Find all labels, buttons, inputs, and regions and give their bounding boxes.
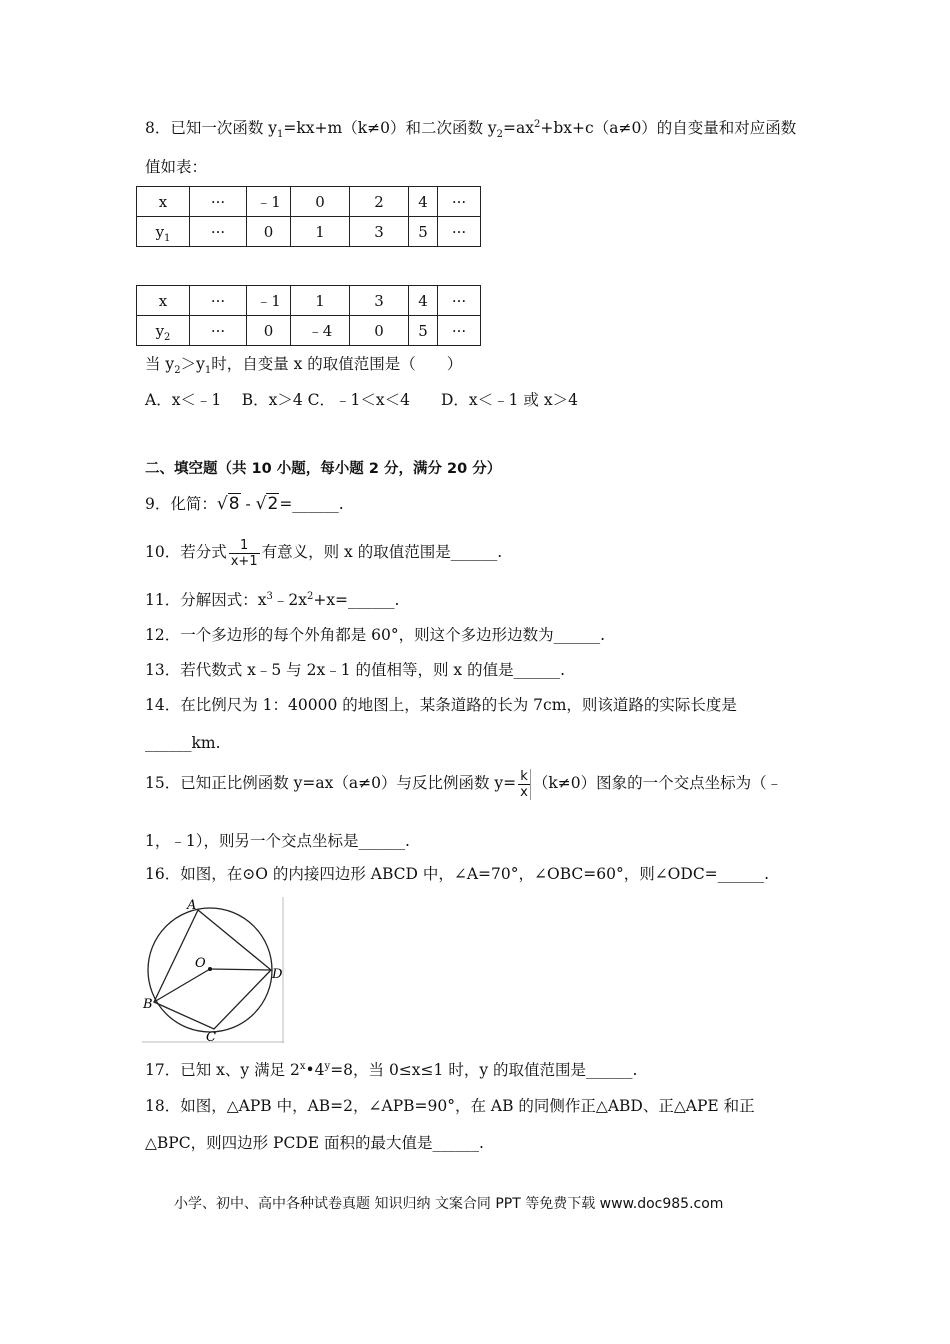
fraction: $\frac{k}{x}$ bbox=[518, 769, 531, 800]
table-cell: ﹣1 bbox=[247, 187, 291, 217]
section-heading: 二、填空题（共 10 小题，每小题 2 分，满分 20 分） bbox=[145, 461, 502, 477]
q16: 16．如图，在⊙O 的内接四边形 ABCD 中，∠A=70°，∠OBC=60°，则∠ODC=______. bbox=[145, 865, 770, 883]
q8-line2: 值如表： bbox=[145, 158, 208, 176]
fraction: $\frac{1}{x+1}$ bbox=[230, 537, 258, 569]
table-cell: 0 bbox=[291, 187, 350, 217]
label-b: B bbox=[143, 997, 153, 1012]
label-d: D bbox=[272, 967, 283, 982]
q14-line2: ______km. bbox=[145, 734, 221, 752]
table-cell: ﹣1 bbox=[247, 286, 291, 316]
table-row bbox=[137, 187, 481, 217]
q14-line1: 14．在比例尺为 1：40000 的地图上，某条道路的长为 7cm，则该道路的实际长度是 bbox=[145, 696, 737, 714]
table-cell: 1 bbox=[291, 286, 350, 316]
q13: 13．若代数式 x﹣5 与 2x﹣1 的值相等，则 x 的值是______. bbox=[145, 661, 566, 679]
table-cell: 4 bbox=[409, 286, 438, 316]
table-cell: 4 bbox=[409, 187, 438, 217]
value-table-y2 bbox=[136, 285, 481, 346]
table-cell: ··· bbox=[190, 187, 247, 217]
table-cell: 0 bbox=[247, 316, 291, 346]
label-o: O bbox=[195, 956, 206, 971]
q15-line1: 15．已知正比例函数 y=ax（a≠0）与反比例函数 y= $\frac{k}{x}$ （k≠0）图象的一个交点坐标为（﹣ bbox=[145, 768, 783, 800]
table-row bbox=[137, 316, 481, 346]
table-cell: ··· bbox=[438, 217, 481, 247]
table-cell: 3 bbox=[350, 217, 409, 247]
table-cell: ﹣4 bbox=[291, 316, 350, 346]
q8-question: 当 $y_2>y_1$时，自变量 x 的取值范围是（ ） bbox=[145, 355, 463, 377]
q8-options: A．x＜﹣1 B．x＞4 C．﹣1＜x＜4 D．x＜﹣1 或 x＞4 bbox=[145, 391, 578, 409]
q10: 10．若分式 $\frac{1}{x+1}$ 有意义，则 x 的取值范围是______. bbox=[145, 537, 503, 569]
table-cell: ··· bbox=[190, 316, 247, 346]
q17: 17．已知 x、y 满足 $2^x•4^y=8$，当 0≤x≤1 时，y 的取值范围是______. bbox=[145, 1060, 638, 1079]
table-cell: ··· bbox=[438, 187, 481, 217]
table-cell: $y_1$ bbox=[137, 217, 190, 247]
table-cell: x bbox=[137, 286, 190, 316]
q12: 12．一个多边形的每个外角都是 60°，则这个多边形边数为______. bbox=[145, 626, 606, 644]
table-cell: 1 bbox=[291, 217, 350, 247]
q18-line1: 18．如图，△APB 中，AB=2，∠APB=90°，在 AB 的同侧作正△ABD、正△APE 和正 bbox=[145, 1097, 755, 1115]
table-cell: $y_2$ bbox=[137, 316, 190, 346]
table-cell: ··· bbox=[190, 217, 247, 247]
q18-line2: △BPC，则四边形 PCDE 面积的最大值是______. bbox=[145, 1134, 484, 1152]
table-cell: 0 bbox=[247, 217, 291, 247]
q15-line2: 1，﹣1），则另一个交点坐标是______. bbox=[145, 832, 410, 850]
table-row bbox=[137, 217, 481, 247]
table-cell: 0 bbox=[350, 316, 409, 346]
q9: 9．化简：√8 - √2=______. bbox=[145, 494, 344, 514]
radical-sqrt2: √2 bbox=[255, 494, 279, 514]
page-footer: 小学、初中、高中各种试卷真题 知识归纳 文案合同 PPT 等免费下载 www.doc985.com bbox=[174, 1196, 724, 1212]
circle-quadrilateral-figure bbox=[142, 897, 284, 1043]
q8-line1: 8．已知一次函数 $y_1=kx+m(k\ne 0)$和二次函数 $y_2=ax^2+bx+c(a\ne 0)$的自变量和对应函数 bbox=[145, 118, 797, 141]
table-cell: 5 bbox=[409, 316, 438, 346]
table-cell: ··· bbox=[438, 286, 481, 316]
table-row bbox=[137, 286, 481, 316]
table-cell: 5 bbox=[409, 217, 438, 247]
label-a: A bbox=[187, 898, 197, 913]
table-cell: ··· bbox=[190, 286, 247, 316]
label-c: C bbox=[206, 1030, 216, 1043]
table-cell: 3 bbox=[350, 286, 409, 316]
radical-sqrt8: √8 bbox=[216, 494, 240, 514]
table-cell: x bbox=[137, 187, 190, 217]
value-table-y1 bbox=[136, 186, 481, 247]
table-cell: 2 bbox=[350, 187, 409, 217]
q11: 11．分解因式：$x^3﹣2x^2+x=\_\_\_\_\_\_$. bbox=[145, 590, 400, 609]
table-cell: ··· bbox=[438, 316, 481, 346]
